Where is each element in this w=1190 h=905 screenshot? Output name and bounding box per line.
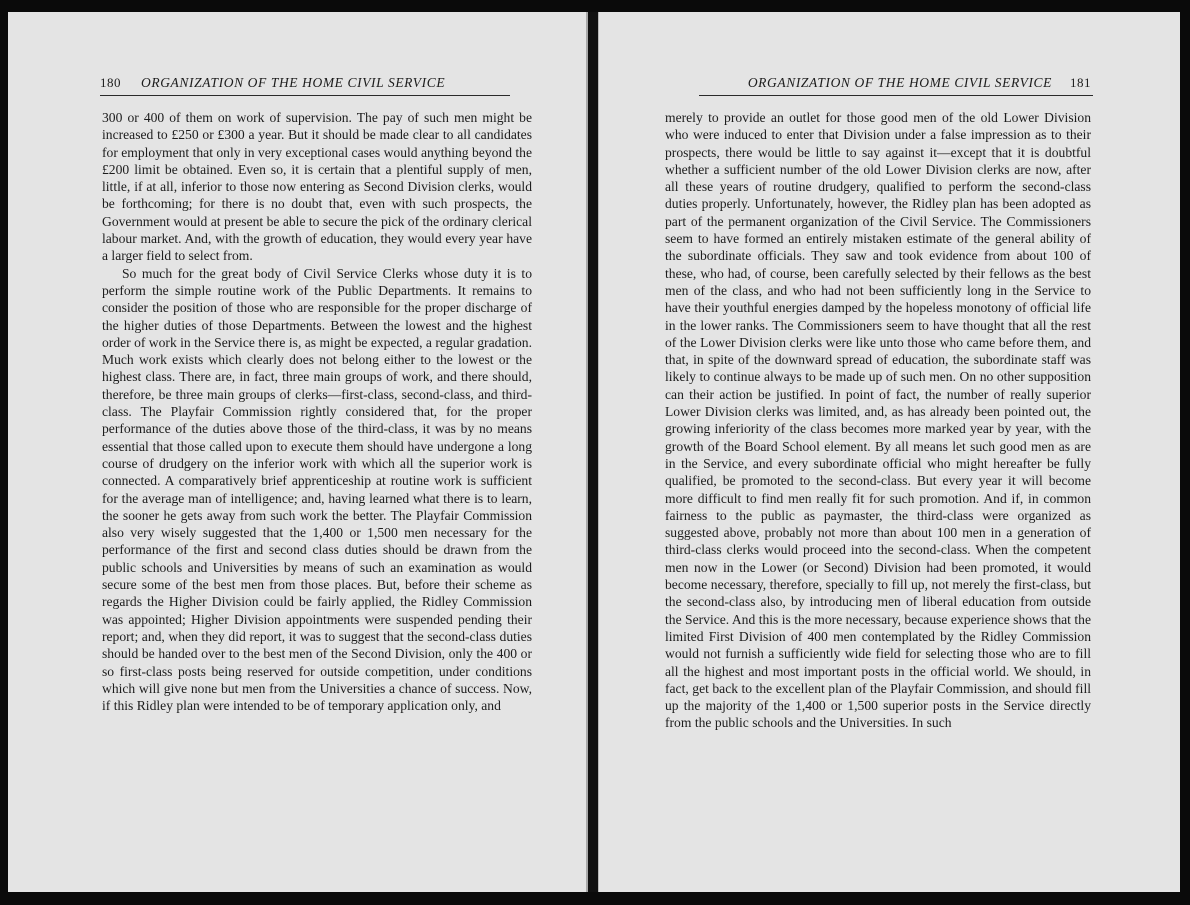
paragraph: 300 or 400 of them on work of supervision. The pay of such men might be increased to £250 or £300 a year. But it should be made clear to all candidates for employment that only in very exceptional cases would anything beyond the £200 limit be obtained. Even so, it is certain that a plentiful supply of men, little, if at all, inferior to those now entering as Second Division clerks, would be forthcoming; for there is no doubt that, even with such prospects, the Government would at present be able to secure the pick of the ordinary clerical labour market. And, with the growth of education, they would every year have a larger field to select from. bbox=[102, 110, 532, 264]
left-page bbox=[8, 12, 588, 892]
page-number: 181 bbox=[1070, 74, 1091, 90]
right-page-header bbox=[699, 70, 1093, 96]
book-gutter bbox=[588, 12, 598, 892]
left-page-body bbox=[102, 109, 532, 714]
left-page-header bbox=[100, 70, 510, 96]
page-number: 180 bbox=[100, 74, 121, 90]
running-head: ORGANIZATION OF THE HOME CIVIL SERVICE bbox=[747, 74, 1052, 90]
right-page bbox=[598, 12, 1180, 892]
paragraph: So much for the great body of Civil Service Clerks whose duty it is to perform the simple routine work of the Public Departments. It remains to consider the position of those who are responsible for the proper discharge of the higher duties of those Departments. Between the lowest and the highest order of work in the Service there is, as might be expected, a regular gradation. Much work exists which clearly does not belong either to the lowest or the highest class. There are, in fact, three main groups of work, and there should, therefore, be three main groups of clerks—first-class, second-class, and third-class. The Playfair Commission rightly considered that, for the proper performance of the duties above those of the third-class, it was by no means essential that those called upon to execute them should have undergone a long course of drudgery on the inferior work with which all the superior work is connected. A comparatively brief apprenticeship at routine work is sufficient for the average man of intelligence; and, having learned what there is to learn, the sooner he gets away from such work the better. The Playfair Commission also very wisely suggested that the 1,400 or 1,500 men necessary for the performance of the first and second class duties should be drawn from the public schools and Universities by means of such an examination as would secure some of the best men from those places. But, before their scheme as regards the Higher Division could be fairly applied, the Ridley Commission was appointed; Higher Division appointments were suspended pending their report; and, when they did report, it was to suggest that the second-class duties should be handed over to the best men of the Second Division, only the 400 or so first-class posts being reserved for outside competition, under conditions which will give none but men from the Universities a chance of success. Now, if this Ridley plan were intended to be of temporary application only, and bbox=[102, 265, 532, 714]
right-page-body bbox=[665, 109, 1091, 732]
paragraph: merely to provide an outlet for those good men of the old Lower Division who were induced to enter that Division under a false impression as to their prospects, there would be little to say against it—except that it is doubtful whether a sufficient number of the old Lower Division clerks are now, after all these years of routine drudgery, qualified to perform the second-class duties properly. Unfortunately, however, the Ridley plan has been adopted as part of the permanent organization of the Civil Service. The Commissioners seem to have formed an entirely mistaken estimate of the general ability of the subordinate officials. They saw and took evidence from about 100 of these, who had, of course, been carefully selected by their fellows as the best men of the class, and who had not been sufficiently long in the Service to have their youthful energies damped by the hopeless monotony of official life in the lower ranks. The Commissioners seem to have thought that all the rest of the Lower Division clerks were like unto those who came before them, and that, in spite of the downward spread of education, the subordinate staff was likely to continue always to be made up of such men. On no other supposition can their action be justified. In point of fact, the number of really superior Lower Division clerks was limited, and, as has already been pointed out, the growing inferiority of the class becomes more marked year by year, with the growth of the Board School element. By all means let such good men as are in the Service, and every subordinate official who might hereafter be fully qualified, be promoted to the second-class. But every year it will become more difficult to find men really fit for such promotion. And if, in common fairness to the public as paymaster, the third-class were organized as suggested above, probably not more than about 100 men in a generation of third-class clerks would proceed into the second-class. When the competent men now in the Lower (or Second) Division had been promoted, it would become necessary, therefore, specially to fill up, not merely the first-class, but the second-class also, by introducing men of liberal education from outside the Service. And this is the more necessary, because experience shows that the limited First Division of 400 men contemplated by the Ridley Commission would not furnish a sufficiently wide field for selecting those who are to fill all the highest and most important posts in the official world. We should, in fact, get back to the excellent plan of the Playfair Commission, and should fill up the majority of the 1,400 or 1,500 superior posts in the Service directly from the public schools and the Universities. In such bbox=[665, 110, 1091, 731]
running-head: ORGANIZATION OF THE HOME CIVIL SERVICE bbox=[141, 74, 446, 90]
